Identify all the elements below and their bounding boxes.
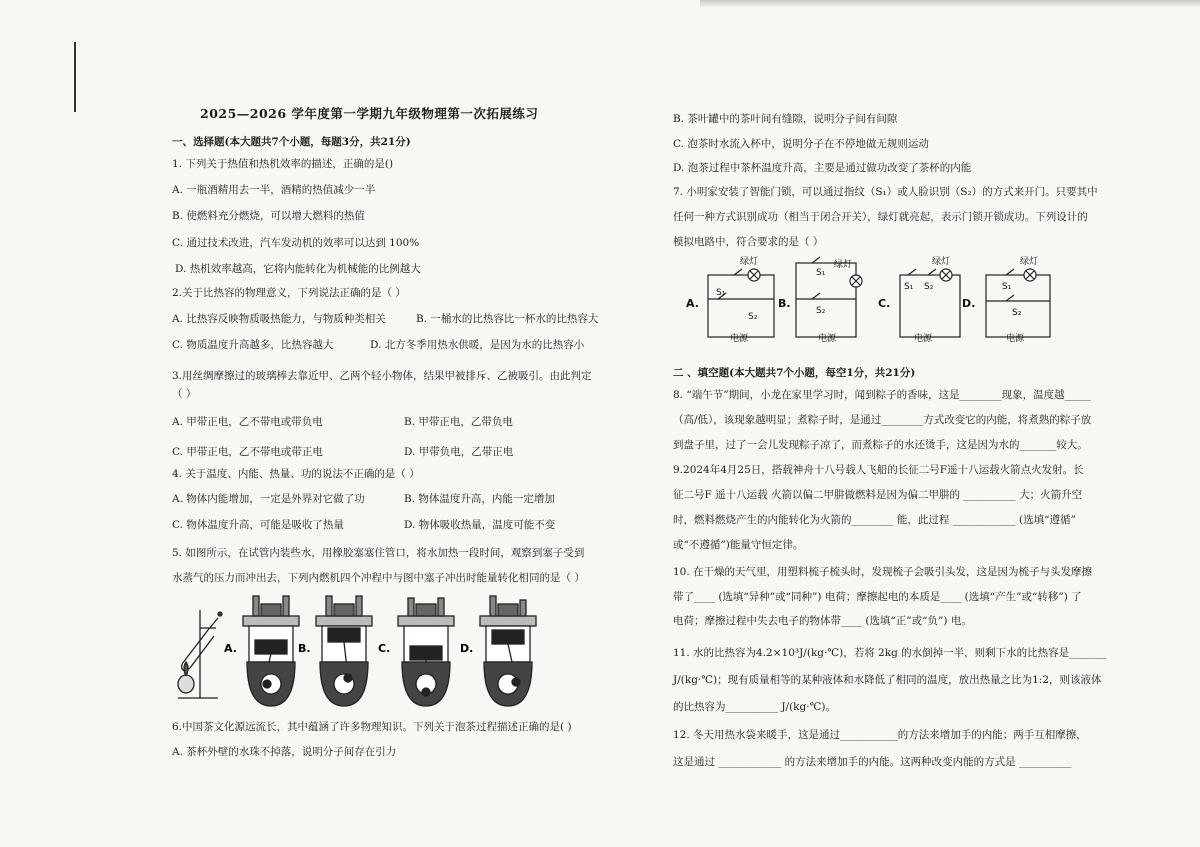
q4-option-b: B. 物体温度升高，内能一定增加 [404,493,555,505]
q8-line1: 8. “端午节”期间，小龙在家里学习时，闻到粽子的香味，这是________现象，温度越_____ [673,389,1091,401]
q1-option-a: A. 一瓶酒精用去一半，酒精的热值减少一半 [172,184,376,196]
q3-stem: 3.用丝绸摩擦过的玻璃棒去靠近甲、乙两个轻小物体，结果甲被排斥、乙被吸引。由此判定 [172,370,592,382]
q1-option-c: C. 通过技术改进，汽车发动机的效率可以达到 100% [172,237,420,249]
q2-stem: 2.关于比热容的物理意义，下列说法正确的是（ ） [172,287,406,299]
circuit-d-lamp: 绿灯 [1020,257,1039,267]
circuit-label-d: D. [962,297,976,310]
section-2-heading: 二 、填空题(本大题共7个小题，每空1分，共21分) [673,367,916,379]
q10-line2: 带了____ (选填“异种”或“同种”) 电荷；摩擦起电的本质是____ (选填“产生”或“转移”) 了 [673,591,1082,603]
q3-option-a: A. 甲带正电，乙不带电或带负电 [172,416,323,428]
circuit-label-c: C. [878,297,891,310]
q4-option-c: C. 物体温度升高，可能是吸收了热量 [172,519,344,531]
q2-option-c: C. 物质温度升高越多，比热容越大 [172,339,334,351]
q1-stem: 1. 下列关于热值和热机效率的描述，正确的是() [172,158,394,170]
q2-option-a: A. 比热容反映物质吸热能力，与物质种类相关 [172,313,386,325]
q3-answer-paren: （ ） [172,388,197,400]
engine-stroke-a [243,596,299,706]
q12-line2: 这是通过 ____________ 的方法来增加手的内能。这两种改变内能的方式是 __________ [673,756,1072,768]
exam-title: 2025—2026 学年度第一学期九年级物理第一次拓展练习 [200,106,539,121]
circuit-b [796,257,862,337]
q11-line1: 11. 水的比热容为4.2×10³J/(kg·℃)，若将 2kg 的水倒掉一半，则剩下水的比热容是_______ [673,647,1106,659]
q6-option-d: D. 泡茶过程中茶杯温度升高，主要是通过做功改变了茶杯的内能 [673,162,972,174]
circuit-c [900,269,960,337]
circuit-a [708,269,774,337]
q5-figure [168,590,623,708]
q6-option-c: C. 泡茶时水流入杯中，说明分子在不停地做无规则运动 [673,138,929,150]
circuit-d-s1: S₁ [1002,282,1012,292]
q4-stem: 4. 关于温度、内能、热量、功的说法不正确的是（ ） [172,468,420,480]
q9-line3: 时，燃料燃烧产生的内能转化为火箭的________ 能，此过程 ____________ (选填“遵循” [673,514,1076,526]
engine-stroke-b [316,596,372,706]
q3-option-d: D. 甲带负电，乙带正电 [404,446,514,458]
q6-option-b: B. 茶叶罐中的茶叶间有缝隙，说明分子间有间隙 [673,113,898,125]
q8-line2: （高/低），该现象越明显；煮粽子时，是通过________方式改变它的内能，将煮熟的粽子放 [673,414,1092,426]
engine-stroke-c [398,598,454,706]
circuit-b-s1: S₁ [816,268,826,278]
circuit-b-lamp: 绿灯 [834,260,853,270]
q4-option-a: A. 物体内能增加，一定是外界对它做了功 [172,493,365,505]
circuit-a-lamp: 绿灯 [740,257,759,267]
q8-line3: 到盘子里，过了一会儿发现粽子凉了，而煮粽子的水还烫手，这是因为水的_______较大。 [673,439,1088,451]
fold-mark [74,42,76,112]
q7-stem-line3: 模拟电路中，符合要求的是（ ） [673,236,824,248]
circuit-c-s2: S₂ [924,282,934,292]
circuit-c-lamp: 绿灯 [932,257,951,267]
circuit-d [986,269,1050,337]
q4-option-d: D. 物体吸收热量，温度可能不变 [404,519,556,531]
scan-edge-shadow [700,0,1200,8]
engine-stroke-d [480,596,536,706]
q10-line1: 10. 在干燥的天气里，用塑料梳子梳头时，发现梳子会吸引头发，这是因为梳子与头发摩擦 [673,566,1093,578]
engine-label-a: A. [224,642,237,655]
q1-option-b: B. 使燃料充分燃烧，可以增大燃料的热值 [172,210,365,222]
circuit-a-s1: S₁ [716,288,726,298]
q6-option-a: A. 茶杯外壁的水珠不掉落，说明分子间存在引力 [172,746,397,758]
q10-line3: 电荷；摩擦过程中失去电子的物体带____ (选填“正”或“负”) 电。 [673,615,972,627]
q9-line4: 或“不遵循”)能量守恒定律。 [673,539,804,551]
circuit-a-s2: S₂ [748,312,758,322]
q11-line2: J/(kg·℃)；现有质量相等的某种液体和水降低了相同的温度，放出热量之比为1:2，则该液体 [673,674,1102,686]
circuit-a-source: 电源 [730,334,749,344]
circuit-label-a: A. [686,297,699,310]
q2-option-b: B. 一桶水的比热容比一杯水的比热容大 [416,313,599,325]
q9-line2: 征二号F 遥十八运载 火箭以偏二甲肼做燃料是因为偏二甲肼的 __________ 大；火箭升空 [673,489,1083,501]
q3-option-b: B. 甲带正电，乙带负电 [404,416,513,428]
q5-stem: 5. 如图所示，在试管内装些水，用橡胶塞塞住管口，将水加热一段时间，观察到塞子受到 [172,547,585,559]
circuit-label-b: B. [778,297,791,310]
q3-option-c: C. 甲带正电，乙不带电或带正电 [172,446,323,458]
q7-stem-line1: 7. 小明家安装了智能门锁，可以通过指纹（S₁）或人脸识别（S₂）的方式来开门。只要其中 [673,186,1098,198]
test-tube-apparatus [178,610,222,698]
circuit-b-source: 电源 [818,334,837,344]
q7-stem-line2: 任何一种方式识别成功（相当于闭合开关），绿灯就亮起，表示门锁开锁成功。下列设计的 [673,211,1088,223]
circuit-d-source: 电源 [1006,334,1025,344]
q9-line1: 9.2024年4月25日，搭载神舟十八号载人飞船的长征二号F遥十八运载火箭点火发射。长 [673,464,1084,476]
q6-stem: 6.中国茶文化源远流长，其中蕴涵了许多物理知识。下列关于泡茶过程描述正确的是( ) [172,721,572,733]
circuit-b-s2: S₂ [816,306,826,316]
engine-label-b: B. [298,642,311,655]
section-1-heading: 一、选择题(本大题共7个小题，每题3分，共21分) [172,136,411,148]
circuit-d-s2: S₂ [1012,308,1022,318]
q7-circuits [682,253,1072,345]
engine-label-d: D. [460,642,474,655]
q2-option-d: D. 北方冬季用热水供暖，是因为水的比热容小 [370,339,585,351]
engine-label-c: C. [378,642,391,655]
circuit-c-s1: S₁ [904,282,914,292]
q12-line1: 12. 冬天用热水袋来暖手，这是通过___________的方法来增加手的内能；两手互相摩擦， [673,729,1087,741]
q1-option-d: D. 热机效率越高，它将内能转化为机械能的比例越大 [175,263,421,275]
q11-line3: 的比热容为__________ J/(kg·℃)。 [673,701,836,713]
q5-stem-line2: 水蒸气的压力而冲出去，下列内燃机四个冲程中与图中塞子冲出时能量转化相同的是（ ） [172,572,585,584]
circuit-c-source: 电源 [914,334,933,344]
